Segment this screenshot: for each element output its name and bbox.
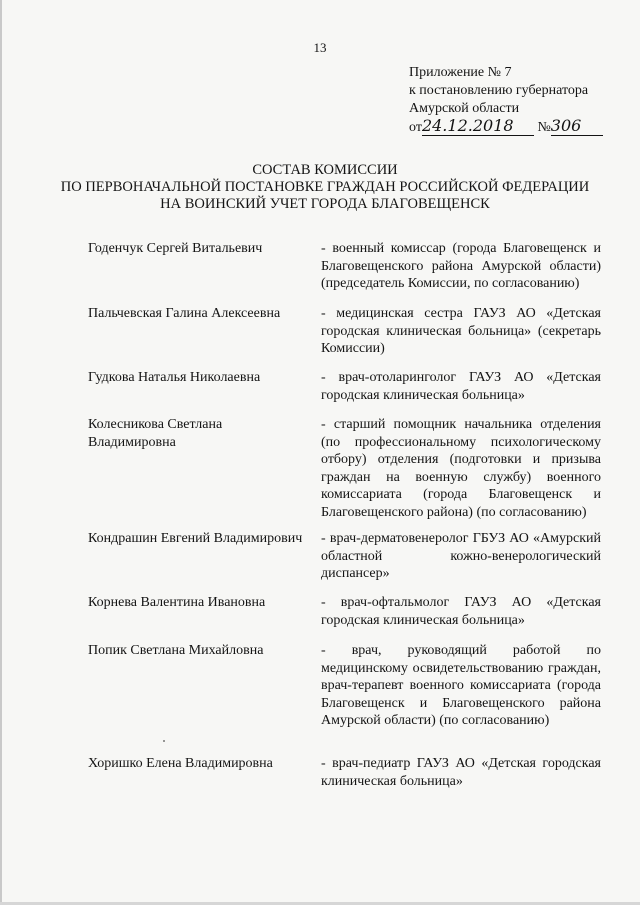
scan-speck <box>163 740 165 742</box>
date-field <box>422 118 534 136</box>
appendix-line-2: к постановлению губернатора <box>409 83 589 98</box>
member-name: Кондрашин Евгений Владимирович <box>88 531 303 546</box>
appendix-line-3: Амурской области <box>409 101 520 116</box>
member-role: - врач, руководящий работой по медицинскому освидетельствованию граждан, врач-терапевт военного комиссариата (города Благовещенск и Благовещенского района Амурской области) (по согласованию) <box>321 643 601 728</box>
appendix-header <box>409 64 634 137</box>
member-role: - военный комиссар (города Благовещенск и Благовещенского района Амурской области) (председатель Комиссии, по согласованию) <box>321 241 601 291</box>
number-prefix: № <box>537 120 551 135</box>
member-role: - врач-офтальмолог ГАУЗ АО «Детская городская клиническая больница» <box>321 595 601 628</box>
date-prefix: от <box>409 120 422 135</box>
member-role: - старший помощник начальника отделения (по профессиональному психологическому отбору) отделения (подготовки и призыва граждан на военную службу) военного комиссариата (города Благовещенск и Благовещенского района) (по согласованию) <box>321 417 601 520</box>
member-role: - врач-педиатр ГАУЗ АО «Детская городская клиническая больница» <box>321 756 601 789</box>
member-name: Пальчевская Галина Алексеевна <box>88 306 281 321</box>
title-line-3: НА ВОИНСКИЙ УЧЕТ ГОРОДА БЛАГОВЕЩЕНСК <box>160 196 490 212</box>
page-number: 13 <box>313 40 327 55</box>
member-name: Гудкова Наталья Николаевна <box>88 370 261 385</box>
title-line-2: ПО ПЕРВОНАЧАЛЬНОЙ ПОСТАНОВКЕ ГРАЖДАН РОССИЙСКОЙ ФЕДЕРАЦИИ <box>60 179 590 195</box>
member-name: Колесникова Светлана Владимировна <box>88 417 223 450</box>
member-role: - врач-отоларинголог ГАУЗ АО «Детская городская клиническая больница» <box>321 370 601 403</box>
member-name: Хоришко Елена Владимировна <box>88 756 273 771</box>
appendix-date-line <box>409 118 634 137</box>
handwritten-date: 24.12.2018 <box>421 116 514 135</box>
member-name: Годенчук Сергей Витальевич <box>88 241 263 256</box>
document-title <box>60 162 590 213</box>
title-line-1: СОСТАВ КОМИССИИ <box>252 162 398 178</box>
member-role: - врач-дерматовенеролог ГБУЗ АО «Амурский областной кожно-венерологический диспансер» <box>321 531 601 581</box>
appendix-line-1: Приложение № 7 <box>409 65 512 80</box>
handwritten-number: 306 <box>550 116 582 135</box>
member-role: - медицинская сестра ГАУЗ АО «Детская городская клиническая больница» (секретарь Комиссии) <box>321 306 601 356</box>
number-field <box>551 118 603 136</box>
member-name: Попик Светлана Михайловна <box>88 643 264 658</box>
scan-edge-left <box>0 0 2 905</box>
member-name: Корнева Валентина Ивановна <box>88 595 266 610</box>
